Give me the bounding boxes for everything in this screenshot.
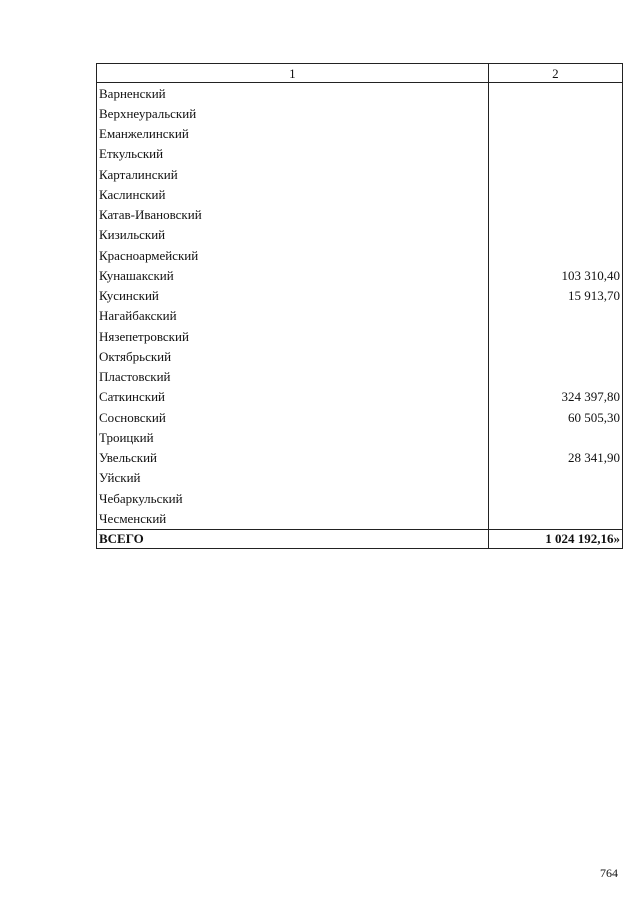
- table-row: [97, 468, 623, 488]
- district-value: [488, 427, 622, 447]
- table-row: [97, 508, 623, 529]
- district-name: Нязепетровский: [97, 326, 489, 346]
- district-value: [488, 488, 622, 508]
- total-row: [97, 529, 623, 548]
- table-row: [97, 367, 623, 387]
- district-value: [488, 83, 622, 104]
- table-row: [97, 427, 623, 447]
- district-value: [488, 367, 622, 387]
- total-label: ВСЕГО: [97, 529, 489, 548]
- district-name: Карталинский: [97, 164, 489, 184]
- district-name: Октябрьский: [97, 346, 489, 366]
- table-row: [97, 326, 623, 346]
- table-row: [97, 488, 623, 508]
- table-row: [97, 245, 623, 265]
- district-value: 15 913,70: [488, 286, 622, 306]
- district-value: [488, 184, 622, 204]
- district-name: Еманжелинский: [97, 124, 489, 144]
- district-value: [488, 326, 622, 346]
- table-body: [97, 83, 623, 530]
- table-row: [97, 205, 623, 225]
- table-row: [97, 124, 623, 144]
- district-value: [488, 245, 622, 265]
- district-name: Саткинский: [97, 387, 489, 407]
- table-row: [97, 306, 623, 326]
- district-name: Каслинский: [97, 184, 489, 204]
- district-table: [96, 63, 623, 549]
- district-value: 60 505,30: [488, 407, 622, 427]
- district-name: Еткульский: [97, 144, 489, 164]
- district-name: Уйский: [97, 468, 489, 488]
- district-name: Кунашакский: [97, 265, 489, 285]
- district-value: [488, 124, 622, 144]
- district-value: 28 341,90: [488, 448, 622, 468]
- table-row: [97, 144, 623, 164]
- district-value: [488, 164, 622, 184]
- district-value: [488, 508, 622, 529]
- table-header-row: [97, 64, 623, 83]
- district-name: Пластовский: [97, 367, 489, 387]
- table-row: [97, 164, 623, 184]
- column-header-1: 1: [97, 64, 489, 83]
- district-value: [488, 205, 622, 225]
- total-value: 1 024 192,16»: [488, 529, 622, 548]
- district-name: Красноармейский: [97, 245, 489, 265]
- district-name: Сосновский: [97, 407, 489, 427]
- table-row: [97, 225, 623, 245]
- table-row: [97, 103, 623, 123]
- table-row: [97, 265, 623, 285]
- column-header-2: 2: [488, 64, 622, 83]
- district-name: Чесменский: [97, 508, 489, 529]
- district-name: Кизильский: [97, 225, 489, 245]
- district-value: [488, 225, 622, 245]
- district-name: Троицкий: [97, 427, 489, 447]
- district-name: Кусинский: [97, 286, 489, 306]
- table-row: [97, 184, 623, 204]
- district-value: [488, 346, 622, 366]
- district-value: 324 397,80: [488, 387, 622, 407]
- page-number: 764: [600, 866, 618, 880]
- table-row: [97, 448, 623, 468]
- table-row: [97, 407, 623, 427]
- district-value: [488, 306, 622, 326]
- district-name: Чебаркульский: [97, 488, 489, 508]
- district-value: [488, 103, 622, 123]
- table-row: [97, 387, 623, 407]
- district-value: [488, 468, 622, 488]
- district-name: Нагайбакский: [97, 306, 489, 326]
- district-name: Катав-Ивановский: [97, 205, 489, 225]
- table-row: [97, 83, 623, 104]
- district-name: Увельский: [97, 448, 489, 468]
- district-value: [488, 144, 622, 164]
- table-row: [97, 346, 623, 366]
- district-value: 103 310,40: [488, 265, 622, 285]
- table-row: [97, 286, 623, 306]
- district-name: Верхнеуральский: [97, 103, 489, 123]
- district-name: Варненский: [97, 83, 489, 104]
